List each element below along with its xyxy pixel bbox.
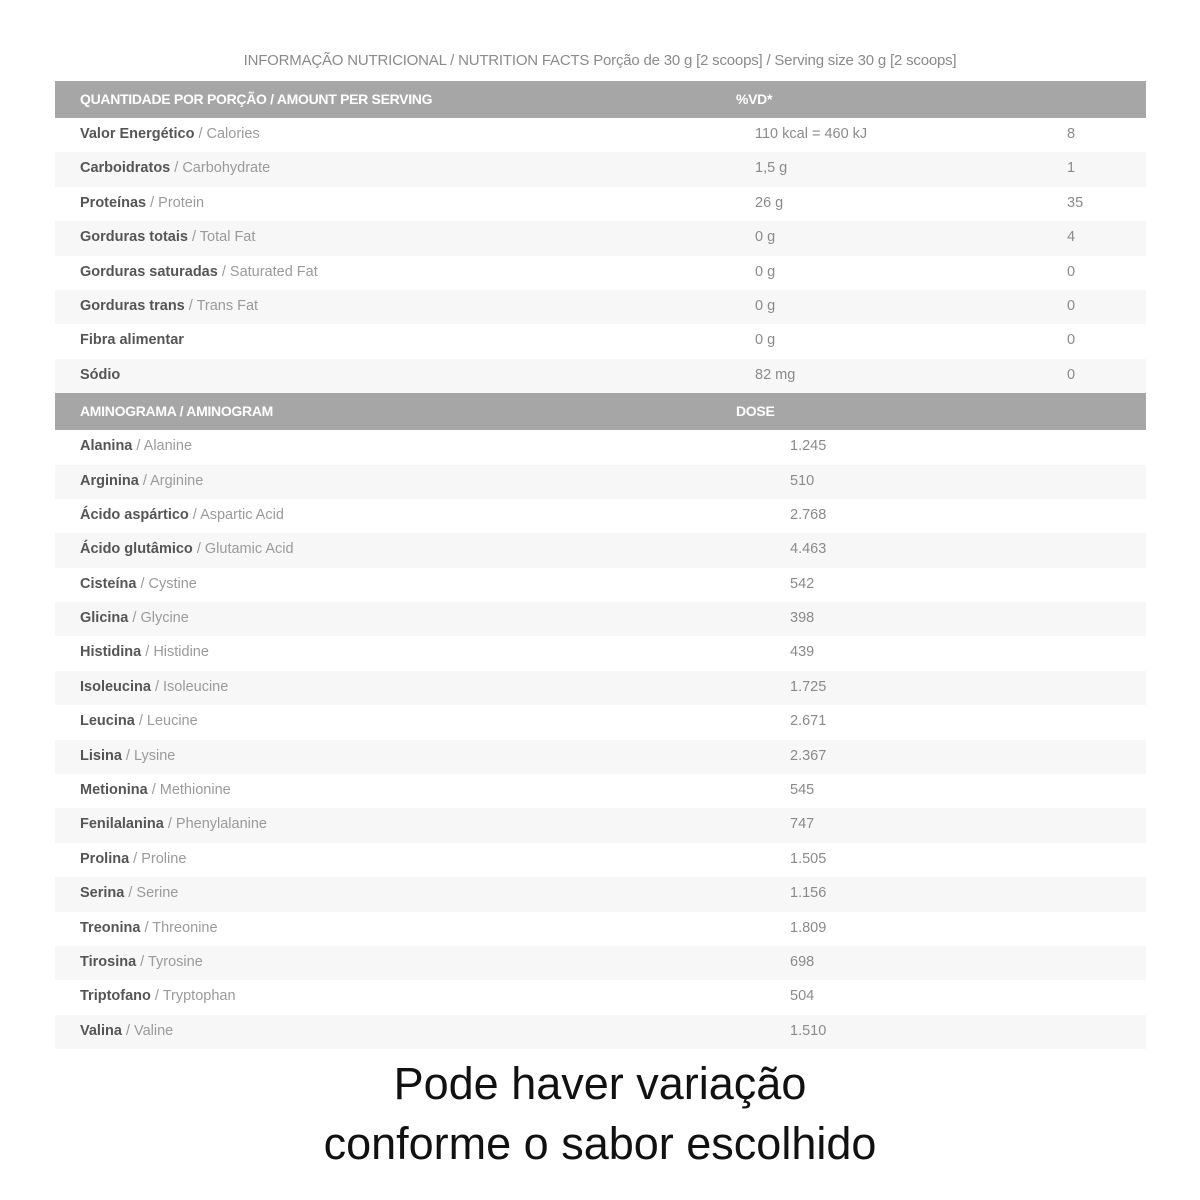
- amino-name-en: / Isoleucine: [150, 678, 229, 695]
- amino-name-pt: Prolina: [80, 850, 130, 867]
- table-row: [55, 256, 1146, 290]
- table-row: [55, 671, 1146, 705]
- nutrient-name-en: / Trans Fat: [184, 297, 259, 314]
- table-row: [55, 808, 1146, 842]
- amino-name-en: / Proline: [129, 850, 187, 867]
- footer-note-line-1: Pode haver variação: [393, 1058, 807, 1109]
- nutrient-name-pt: Proteínas: [80, 194, 147, 211]
- amino-name-pt: Histidina: [80, 644, 142, 661]
- table-row: [55, 602, 1146, 636]
- table-caption: INFORMAÇÃO NUTRICIONAL / NUTRITION FACTS Porção de 30 g [2 scoops] / Serving size 30 g [2 scoops]: [243, 52, 957, 69]
- amino-name-pt: Metionina: [80, 782, 148, 799]
- nutrient-amount: 0 g: [755, 263, 776, 280]
- table-row: [55, 568, 1146, 602]
- aminogram-header-label: AMINOGRAMA / AMINOGRAM: [80, 403, 274, 420]
- nutrient-vd: 8: [1067, 126, 1076, 142]
- amino-dose: 2.671: [790, 713, 827, 730]
- amino-name-en: / Glutamic Acid: [192, 541, 294, 558]
- amino-name-pt: Glicina: [80, 610, 129, 627]
- amino-name-pt: Valina: [80, 1022, 122, 1039]
- nutrition-header-vd: %VD*: [736, 91, 773, 107]
- nutrition-header: [55, 81, 1146, 118]
- nutrient-name-pt: Gorduras trans: [80, 297, 185, 314]
- amino-name-en: / Alanine: [132, 438, 193, 455]
- amino-dose: 1.245: [790, 438, 827, 455]
- table-row: [55, 980, 1146, 1014]
- table-row: [55, 1015, 1146, 1049]
- table-row: [55, 946, 1146, 980]
- table-row: [55, 290, 1146, 324]
- table-row: [55, 740, 1146, 774]
- amino-dose: 2.367: [790, 747, 827, 764]
- nutrient-name-en: / Total Fat: [187, 229, 256, 246]
- table-row: [55, 636, 1146, 670]
- nutrient-vd: 0: [1067, 332, 1076, 349]
- nutrient-name-pt: Gorduras saturadas: [80, 263, 218, 280]
- table-row: [55, 187, 1146, 221]
- nutrient-amount: 0 g: [755, 229, 776, 246]
- nutrient-name-en: / Protein: [146, 194, 205, 211]
- amino-name-en: / Valine: [121, 1022, 174, 1039]
- amino-name-en: / Phenylalanine: [163, 816, 267, 833]
- nutrient-name-en: / Calories: [194, 126, 260, 142]
- amino-name-en: / Methionine: [147, 782, 231, 799]
- amino-name-en: / Tryptophan: [150, 988, 236, 1005]
- amino-name-en: / Lysine: [121, 747, 176, 764]
- amino-name-pt: Triptofano: [80, 988, 151, 1005]
- table-row: [55, 152, 1146, 186]
- amino-name-en: / Threonine: [140, 919, 218, 936]
- nutrient-amount: 0 g: [755, 297, 776, 314]
- nutrient-amount: 0 g: [755, 332, 776, 349]
- amino-name-pt: Lisina: [80, 747, 122, 764]
- amino-name-en: / Arginine: [138, 472, 204, 489]
- table-row: [55, 430, 1146, 464]
- nutrition-header-label: QUANTIDADE POR PORÇÃO / AMOUNT PER SERVING: [80, 91, 433, 107]
- amino-name-en: / Tyrosine: [136, 953, 203, 970]
- table-row: [55, 705, 1146, 739]
- amino-dose: 504: [790, 988, 815, 1005]
- table-row: [55, 912, 1146, 946]
- nutrient-vd: 0: [1067, 366, 1076, 383]
- table-row: [55, 774, 1146, 808]
- nutrient-name-pt: Fibra alimentar: [80, 332, 184, 349]
- amino-dose: 1.156: [790, 885, 827, 902]
- amino-dose: 2.768: [790, 506, 827, 523]
- amino-dose: 1.510: [790, 1022, 827, 1039]
- nutrient-amount: 110 kcal = 460 kJ: [755, 126, 868, 142]
- amino-dose: 542: [790, 575, 815, 592]
- amino-dose: 398: [790, 610, 815, 627]
- nutrient-vd: 0: [1067, 297, 1076, 314]
- table-row: [55, 533, 1146, 567]
- amino-name-pt: Leucina: [80, 713, 135, 730]
- amino-name-pt: Ácido aspártico: [80, 506, 189, 523]
- amino-dose: 439: [790, 644, 815, 661]
- amino-name-en: / Serine: [124, 885, 179, 902]
- amino-name-pt: Treonina: [80, 919, 141, 936]
- amino-dose: 510: [790, 472, 815, 489]
- amino-dose: 698: [790, 953, 815, 970]
- amino-name-en: / Leucine: [134, 713, 198, 730]
- table-row: [55, 877, 1146, 911]
- nutrient-amount: 82 mg: [755, 366, 796, 383]
- nutrient-name-en: / Carbohydrate: [170, 160, 271, 177]
- amino-name-pt: Ácido glutâmico: [80, 541, 193, 558]
- amino-name-pt: Isoleucina: [80, 678, 151, 695]
- nutrient-amount: 26 g: [755, 194, 784, 211]
- nutrient-vd: 4: [1067, 229, 1076, 246]
- table-row: [55, 118, 1146, 152]
- amino-name-pt: Tirosina: [80, 953, 137, 970]
- table-row: [55, 843, 1146, 877]
- amino-dose: 747: [790, 816, 815, 833]
- amino-name-en: / Aspartic Acid: [188, 506, 284, 523]
- amino-dose: 1.505: [790, 850, 827, 867]
- amino-name-pt: Serina: [80, 885, 125, 902]
- table-row: [55, 465, 1146, 499]
- nutrient-amount: 1,5 g: [755, 160, 788, 177]
- amino-name-pt: Arginina: [80, 472, 139, 489]
- table-row: [55, 221, 1146, 255]
- nutrient-vd: 1: [1067, 160, 1076, 177]
- amino-name-pt: Fenilalanina: [80, 816, 164, 833]
- amino-dose: 1.725: [790, 678, 827, 695]
- amino-name-pt: Cisteína: [80, 575, 137, 592]
- nutrient-vd: 0: [1067, 263, 1076, 280]
- nutrient-name-pt: Sódio: [80, 366, 121, 383]
- nutrition-table: [55, 81, 1146, 1049]
- nutrient-name-pt: Carboidratos: [80, 160, 171, 177]
- aminogram-header-dose: DOSE: [736, 403, 775, 420]
- amino-name-en: / Cystine: [136, 575, 197, 592]
- table-row: [55, 359, 1146, 393]
- amino-dose: 1.809: [790, 919, 827, 936]
- amino-name-pt: Alanina: [80, 438, 133, 455]
- amino-dose: 545: [790, 782, 815, 799]
- table-row: [55, 324, 1146, 358]
- nutrient-name-pt: Valor Energético: [80, 126, 195, 142]
- footer-note-line-2: conforme o sabor escolhido: [323, 1118, 877, 1169]
- amino-dose: 4.463: [790, 541, 827, 558]
- table-row: [55, 499, 1146, 533]
- nutrient-name-en: / Saturated Fat: [217, 263, 318, 280]
- aminogram-header: [55, 393, 1146, 430]
- nutrient-name-pt: Gorduras totais: [80, 229, 188, 246]
- amino-name-en: / Glycine: [128, 610, 189, 627]
- nutrient-vd: 35: [1067, 194, 1084, 211]
- amino-name-en: / Histidine: [141, 644, 209, 661]
